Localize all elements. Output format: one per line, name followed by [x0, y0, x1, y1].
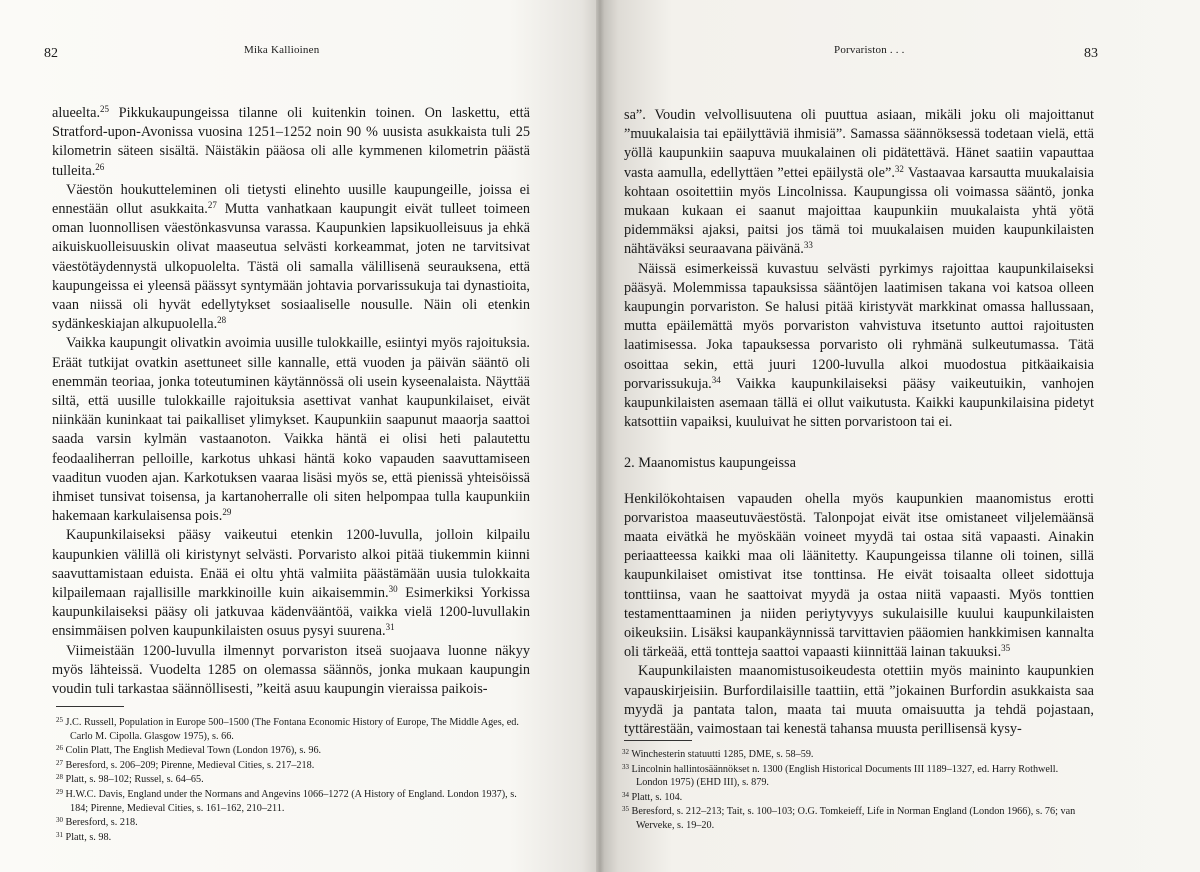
footnote-rule	[624, 740, 692, 741]
footnotes	[56, 716, 528, 845]
paragraph-text: Vaikka kaupungit olivatkin avoimia uusille tulokkaille, esiintyi myös rajoituksia. Eräät tutkijat ovatkin asettuneet sille kannalle, että vuoden ja päivän sääntö oli enemmän teoriaa, jonka toteutuminen käytännössä oli usein kyseenalaista. Näyttää siltä, että uusille tulokkaille rajoituksia asettivat vanhat kaupunkilaiset, eivät niinkään kuninkaat tai paikalliset ylimykset. Kaupunkiin saapunut maaorja saattoi saada varsin kylmän vastaanoton. Vaikka häntä ei olisi heti palautettu feodaaliherran pelloille, karkotus uhkasi häntä koko vapauden saavuttamiseen vaaditun vuoden ajan. Karkotuksen vaaraa lisäsi myös se, että pienissä yhteisöissä ihmiset tunsivat toisensa, ja kartanoherralle oli siten helpompaa tulla kaupunkiin hakemaan karkulaisensa pois.	[52, 335, 530, 525]
footnote-ref: 26	[56, 744, 63, 753]
paragraph-text: sa”. Voudin velvollisuutena oli puuttua asiaan, mikäli joku oli majoittanut ”muukalaisia tai epäilyttäviä ihmisiä”. Samassa säännöksessä todetaan vielä, että yöllä kaupunkiin saapuva muukalainen oli pidätettävä. Hänet saatiin vapauttaa vasta aamulla, edellyttäen ”ettei epäilystä ole”.	[624, 107, 1094, 181]
paragraph-text: Näissä esimerkeissä kuvastuu selvästi pyrkimys rajoittaa kaupunkilaiseksi pääsyä. Molemmissa tapauksissa sääntöjen laatimisen takana voi katsoa olleen kaupungin porvariston. Se halusi pitää kiristyvät markkinat omassa hallussaan, mutta epäilemättä myös porvariston vahvistuva itsetunto auttoi rajoitusten laatimisessa. Joka tapauksessa porvaristo oli ryhmänä sulkeutumassa. Tätä osoittaa sekin, että juuri 1200-luvulla alkoi muodostua pitkäaikaisia porvarissukuja.	[624, 260, 1094, 392]
footnote	[622, 791, 1088, 805]
paragraph-text: Henkilökohtaisen vapauden ohella myös kaupunkien maanomistus erotti porvaristoa maaseutuväestöstä. Talonpojat eivät itse omistaneet viljelemäänsä maata eivätkä he myöskään voineet myydä tai ostaa sitä vapaasti. Ainakin periaatteessa kaikki maa oli läänitetty. Kaupungeissa tilanne oli toinen, sillä kaupunkilaiset omistivat itse tonttinsa. He eivät toisaalta olleet sidottuja tonttiinsa, vaan he saattoivat myydä ja ostaa niitä vapaasti. Myös tonttien testamenttaaminen ja niiden periytyvyys sukulaisille kuului kaupunkilaisten oikeuksiin. Lisäksi kaupankäynnissä tarvittavien pääomien hankkimisen kannalta oli tärkeää, että tontteja saattoi vapaasti kiinnittää lainan takuuksi.	[624, 490, 1094, 661]
footnote-ref: 30	[56, 816, 63, 825]
footnote	[622, 763, 1088, 790]
paragraph-text: alueelta.	[52, 105, 101, 121]
paragraph	[52, 334, 530, 526]
paragraph-text: Viimeistään 1200-luvulla ilmennyt porvariston itseä suojaava luonne näkyy myös lähteissä. Vuodelta 1285 on olemassa säännös, jonka mukaan kaupungin voudin tuli tarkastaa säännöllisesti, ”keitä asuu kaupungin vieraissa paikois-	[52, 642, 530, 698]
page-number: 82	[44, 46, 58, 61]
paragraph	[624, 260, 1094, 433]
footnote-ref: 28	[56, 773, 63, 782]
paragraph-text: Esimerkiksi Yorkissa kaupunkilaiseksi pääsy oli jatkuvaa kädenvääntöä, vaikka vielä 1200-luvullakin ensimmäisen polven kaupunkilaisten osuus pysyi suurena.	[52, 585, 530, 640]
footnote	[56, 759, 528, 773]
paragraph-text: Väestön houkutteleminen oli tietysti elinehto uusille kaupungeille, joissa ei ennestään ollut asukkaita.	[52, 181, 530, 218]
footnote-ref: 30	[388, 584, 398, 595]
right-page	[600, 0, 1200, 872]
body-text	[52, 104, 530, 699]
footnote-ref: 34	[622, 790, 629, 799]
footnote-text: Winchesterin statuutti 1285, DME, s. 58–59.	[629, 749, 814, 760]
footnote	[622, 805, 1088, 832]
footnote-text: Colin Platt, The English Medieval Town (London 1976), s. 96.	[63, 745, 322, 757]
page-number: 83	[1084, 46, 1098, 61]
paragraph-text: Vastaavaa karsauttа muukalaisia kohtaan osoitettiin myös Lincolnissa. Kaupungissa oli voimassa sääntö, jonka mukaan kukaan ei saanut majoittaa kaupunkiin muukalaista yhtä yötä pidemmäksi ajaksi, paitsi jos tämä toi muukalaisen muiden kaupunkilaisten nähtäväksi seuraavana päivänä.	[624, 164, 1094, 258]
footnote	[56, 744, 528, 758]
footnote-ref: 34	[711, 374, 721, 385]
footnote-text: Beresford, s. 212–213; Tait, s. 100–103; O.G. Tomkeieff, Life in Norman England (London 1966), s. 76; van Werveke, s. 19–20.	[629, 806, 1076, 831]
footnote-ref: 35	[622, 805, 629, 814]
paragraph	[52, 181, 530, 335]
footnote-ref: 35	[1001, 643, 1011, 654]
footnote	[56, 788, 528, 815]
footnote-text: H.W.C. Davis, England under the Normans and Angevins 1066–1272 (A History of England. London 1937), s. 184; Pirenne, Medieval Cities, s. 161–162, 210–211.	[63, 788, 517, 814]
footnote-ref: 32	[622, 748, 629, 756]
footnote-text: Beresford, s. 218.	[63, 817, 138, 829]
footnote	[56, 716, 528, 743]
running-head: Porvariston . . .	[834, 44, 905, 56]
footnote-text: Platt, s. 104.	[629, 791, 683, 803]
paragraph	[624, 662, 1094, 739]
footnote	[56, 773, 528, 787]
footnote-text: Platt, s. 98–102; Russel, s. 64–65.	[63, 774, 204, 786]
footnote-ref: 25	[56, 716, 63, 724]
paragraph-text: Kaupunkilaisten maanomistusoikeudesta otettiin myös maininto kaupunkien vapauskirjeisiin. Burfordilaisille taattiin, että ”jokainen Burfordin asukkaista saa myydä ja pantata talon, maata tai muuta omaisuutta ja tehdä pojastaan, tyttärestään, vaimostaan tai kenestä tahansa muusta perillisensä kysy-	[624, 663, 1094, 738]
footnote-text: Beresford, s. 206–209; Pirenne, Medieval Cities, s. 217–218.	[63, 759, 315, 771]
footnote-ref: 32	[894, 163, 904, 174]
footnote-ref: 25	[100, 104, 110, 114]
footnote-rule	[56, 706, 124, 707]
paragraph-text: Pikkukaupungeissa tilanne oli kuitenkin toinen. On laskettu, että Stratford-upon-Avonissa vuosina 1251–1252 noin 90 % uusista asukkaista tuli 25 kilometrin säteen sisältä. Näistäkin pääosa oli alle kymmenen kilometrin päästä tulleita.	[52, 105, 530, 179]
footnote-ref: 28	[217, 315, 227, 326]
paragraph	[624, 106, 1094, 260]
running-head: Mika Kallioinen	[244, 44, 320, 56]
paragraph-text: Kaupunkilaiseksi pääsy vaikeutui etenkin 1200-luvulla, jolloin kilpailu kaupunkien välillä oli kiristynyt selvästi. Porvaristo alkoi pitää tiukemmin kiinni saavuttamistaan eduista. Enää ei oltu yhtä valmiita päästämään uusia tulokkaita kilpailemaan rajallisille markkinoille kuin aikaisemmin.	[52, 527, 530, 602]
paragraph	[52, 104, 530, 181]
footnotes	[622, 748, 1088, 834]
footnote-ref: 29	[56, 787, 63, 796]
paragraph	[52, 642, 530, 700]
paragraph	[624, 490, 1094, 663]
footnote-text: Lincolnin hallintosäännökset n. 1300 (English Historical Documents III 1189–1327, ed. Harry Rothwell. London 1975) (EHD III), s. 879.	[629, 763, 1059, 789]
paragraph-text: Mutta vanhatkaan kaupungit eivät tulleet toimeen oman luonnollisen väestönkasvunsa varassa. Kaupunkien lapsikuolleisuus ja ehkä aikuiskuolleisuuskin olivat maaseutua selvästi korkeammat, joten ne tarvitsivat väestötäydennystä ulkopuolelta. Tästä oli samalla välillisenä seurauksena, että kaupungeissa ei yleensä päässyt syntymään johtavia porvarissukuja tai dynastioita, vaan niissä oli hyvät edellytykset sosiaaliselle nousulle. Näin oli etenkin sydänkeskiajan alkupuolella.	[52, 201, 530, 333]
footnote-ref: 33	[622, 762, 629, 771]
footnote	[56, 831, 528, 845]
book-gutter	[596, 0, 604, 872]
body-text	[624, 106, 1094, 739]
footnote-ref: 29	[222, 507, 232, 518]
footnote-ref: 31	[385, 622, 395, 633]
footnote	[56, 816, 528, 830]
footnote-ref: 26	[95, 161, 105, 172]
footnote-ref: 33	[803, 240, 813, 251]
footnote-ref: 27	[56, 758, 63, 767]
paragraph-text: Vaikka kaupunkilaiseksi pääsy vaikeutuikin, vanhojen kaupunkilaisten asemaan tällä ei ollut vaikutusta. Kaikki kaupunkilaisina pidetyt katsottiin vapaiksi, kuuluivat he sitten porvaristoon tai ei.	[624, 375, 1094, 431]
footnote-ref: 31	[56, 830, 63, 839]
section-heading: 2. Maanomistus kaupungeissa	[624, 455, 796, 472]
footnote	[622, 748, 1088, 762]
paragraph	[52, 526, 530, 641]
footnote-ref: 27	[207, 200, 217, 211]
footnote-text: J.C. Russell, Population in Europe 500–1500 (The Fontana Economic History of Europe, The Middle Ages, ed. Carlo M. Cipolla. Glasgow 1975), s. 66.	[63, 717, 519, 742]
footnote-text: Platt, s. 98.	[63, 831, 112, 843]
